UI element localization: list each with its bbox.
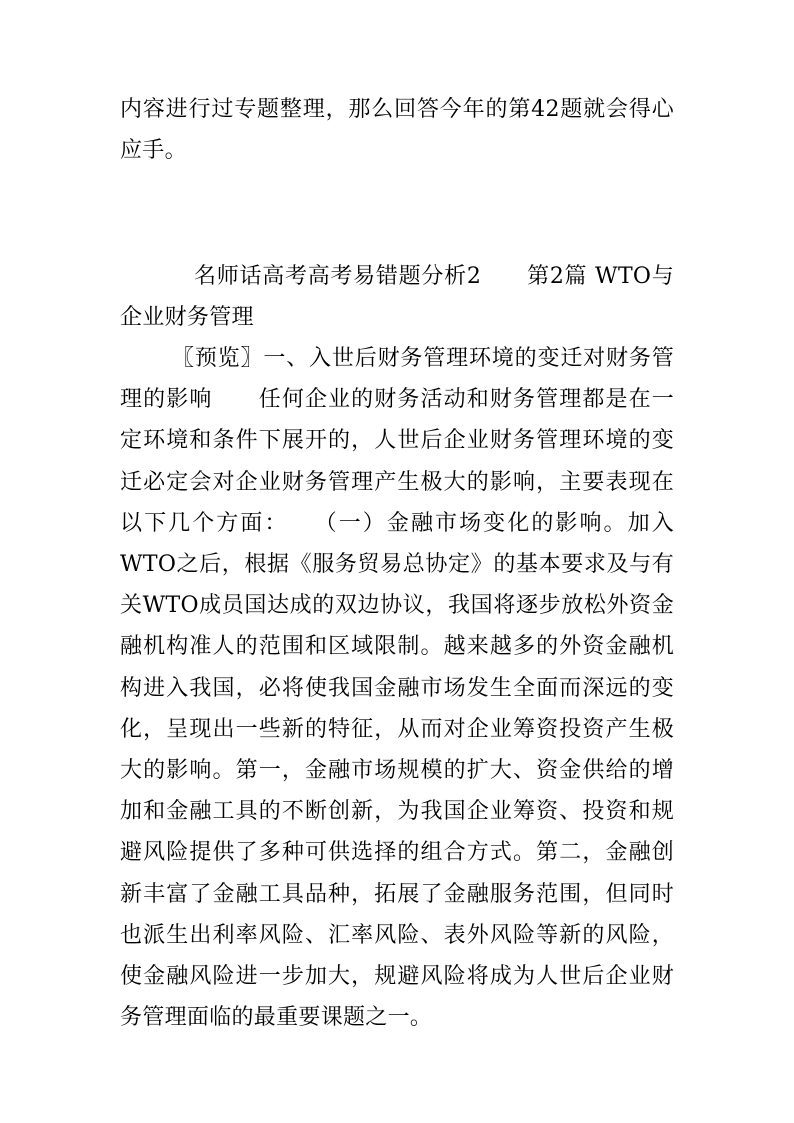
section-heading: 名师话高考高考易错题分析2 第2篇 WTO与企业财务管理 [120, 264, 674, 331]
body-paragraph: 〖预览〗一、入世后财务管理环境的变迁对财务管理的影响 任何企业的财务活动和财务管理都是在一定环境和条件下展开的，人世后企业财务管理环境的变迁必定会对企业财务管理产生极大的影响，主要表现在以下几个方面： （一）金融市场变化的影响。加入WTO之后，根据《服务贸易总协定》的基本要求及与有关WTO成员国达成的双边协议，我国将逐步放松外资金融机构准人的范围和区域限制。越来越多的外资金融机构进入我国，必将使我国金融市场发生全面而深远的变化，呈现出一些新的特征，从而对企业筹资投资产生极大的影响。第一，金融市场规模的扩大、资金供给的增加和金融工具的不断创新，为我国企业筹资、投资和规避风险提供了多种可供选择的组合方式。第二，金融创新丰富了金融工具品种，拓展了金融服务范围，但同时也派生出利率风险、汇率风险、表外风险等新的风险，使金融风险进一步加大，规避风险将成为人世后企业财务管理面临的最重要课题之一。 [120, 346, 674, 1031]
intro-paragraph: 内容进行过专题整理，那么回答今年的第42题就会得心应手。 [120, 97, 674, 164]
